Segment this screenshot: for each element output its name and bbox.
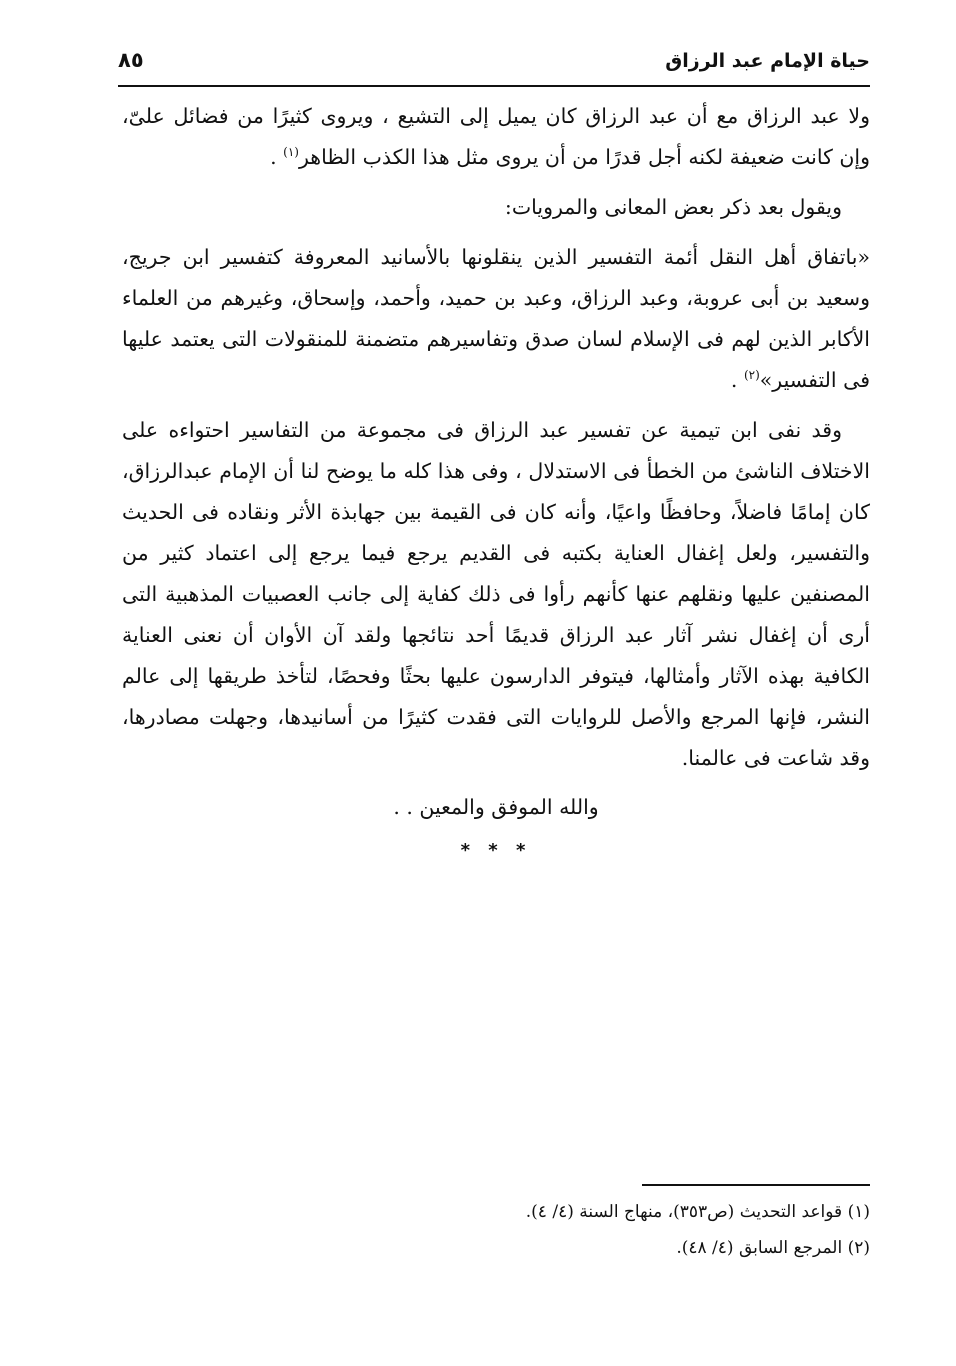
running-title: حياة الإمام عبد الرزاق xyxy=(665,50,870,72)
main-text xyxy=(122,96,870,871)
footnote-ref-2: (٢) xyxy=(743,368,760,383)
running-header xyxy=(118,44,870,84)
closing-line: والله الموفق والمعين . . xyxy=(393,795,599,819)
footnote-ref-1: (١) xyxy=(283,145,299,160)
footnote-number: (٢) xyxy=(847,1238,870,1258)
page-number: ٨٥ xyxy=(118,48,144,72)
footnote-1 xyxy=(300,1194,870,1230)
footnote-text: قواعد التحديث (ص٣٥٣)، منهاج السنة (٤/ ٤). xyxy=(525,1202,843,1222)
section-end-stars: * * * xyxy=(460,840,532,861)
header-divider xyxy=(118,85,870,87)
paragraph-4: وقد نفى ابن تيمية عن تفسير عبد الرزاق فى مجموعة من التفاسير احتواءه على الاختلاف الناشئ من الخطأ فى الاستدلال ، وفى هذا كله ما يوضح لنا أن الإمام عبدالرزاق، كان إمامًا فاضلاً، وحافظًا واعيًا، وأنه كان فى القيمة بين جهابذة الأثر ونقاده فى الحديث والتفسير، ولعل إغفال العناية بكتبه فى القديم يرجع فيما يرجع إلى اعتماد كثير من المصنفين عليها ونقلهم عنها كأنهم رأوا فى ذلك كفاية إلى جانب العصبيات المذهبية التى أرى أن إغفال نشر آثار عبد الرزاق قديمًا أحد نتائجها ولقد آن الأوان أن نعنى العناية الكافية بهذه الآثار وأمثالها، فيتوفر الدارسون عليها بحثًا وفحصًا، لتأخذ طريقها إلى عالم النشر، فإنها المرجع والأصل للروايات التى فقدت كثيرًا من أسانيدها، وجهلت مصادرها، وقد شاعت فى عالمنا. xyxy=(122,418,870,770)
paragraph-2: ويقول بعد ذكر بعض المعانى والمرويات: xyxy=(504,195,842,219)
footnote-number: (١) xyxy=(847,1202,870,1222)
paragraph-3-quote: «باتفاق أهل النقل أئمة التفسير الذين ينقلونها بالأسانيد المعروفة كتفسير ابن جريج، وسعيد بن أبى عروبة، وعبد الرزاق، وعبد بن حميد، وأحمد، وإسحاق، وغيرهم من العلماء الأكابر الذين لهم فى الإسلام لسان صدق وتفاسيرهم متضمنة للمنقولات التى يعتمد عليها فى التفسير»$^{(٢)}$ . xyxy=(122,245,870,392)
footnote-text: المرجع السابق (٤/ ٤٨). xyxy=(676,1238,843,1258)
footnote-2 xyxy=(300,1230,870,1266)
paragraph-1: ولا عبد الرزاق مع أن عبد الرزاق كان يميل إلى التشيع ، ويروى كثيرًا من فضائل علىّ، وإن كانت ضعيفة لكنه أجل قدرًا من أن يروى مثل هذا الكذب الظاهر$^{(١)}$ . xyxy=(122,104,870,169)
footnote-divider xyxy=(642,1184,870,1186)
footnotes xyxy=(300,1194,870,1266)
